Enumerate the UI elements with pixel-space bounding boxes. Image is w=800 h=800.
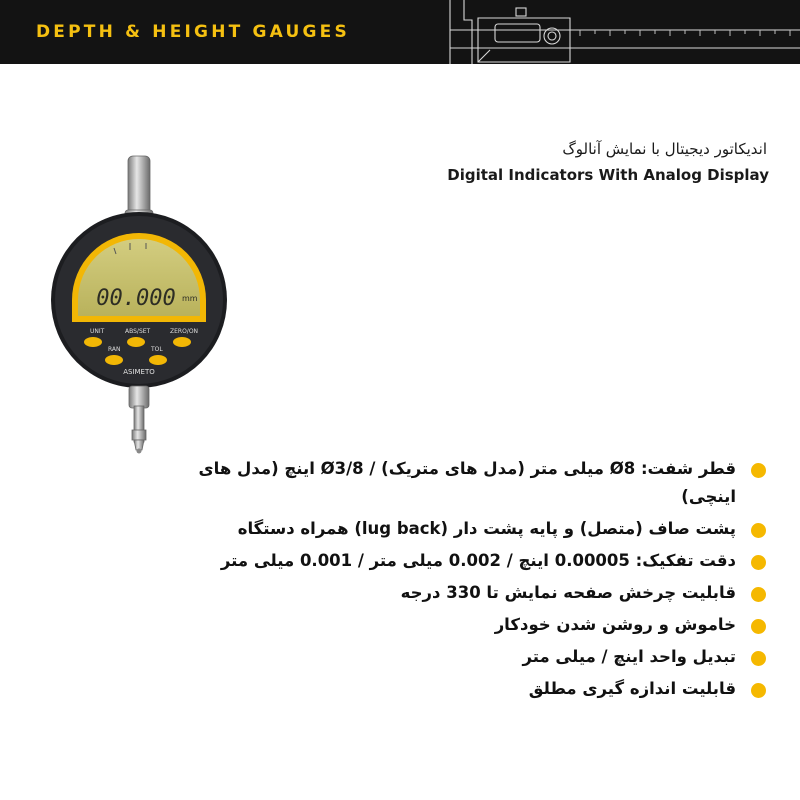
feature-item: خاموش و روشن شدن خودکار — [166, 611, 766, 639]
abs-set-label: ABS/SET — [125, 328, 151, 335]
bullet-icon — [751, 683, 766, 698]
feature-list — [166, 455, 766, 703]
lcd-readout: 00.000 — [96, 286, 176, 311]
product-title-persian: اندیکاتور دیجیتال با نمایش آنالوگ — [562, 140, 767, 158]
feature-item: پشت صاف (متصل) و پایه پشت دار (lug back) همراه دستگاه — [166, 515, 766, 543]
bullet-icon — [751, 463, 766, 478]
digital-indicator-image — [50, 150, 230, 460]
feature-item: دقت تفکیک: 0.00005 اینچ / 0.002 میلی متر / 0.001 میلی متر — [166, 547, 766, 575]
bullet-icon — [751, 523, 766, 538]
bullet-icon — [751, 587, 766, 602]
unit-button — [84, 337, 102, 347]
ran-button — [105, 355, 123, 365]
brand-label: ASIMETO — [123, 368, 155, 376]
bullet-icon — [751, 555, 766, 570]
header-title: DEPTH & HEIGHT GAUGES — [36, 22, 350, 42]
feature-item: قابلیت اندازه گیری مطلق — [166, 675, 766, 703]
unit-label: UNIT — [90, 328, 105, 335]
bullet-icon — [751, 619, 766, 634]
feature-item: قابلیت چرخش صفحه نمایش تا 330 درجه — [166, 579, 766, 607]
feature-item: قطر شفت: Ø8 میلی متر (مدل های متریک) / Ø3/8 اینچ (مدل های اینچی) — [166, 455, 766, 511]
tol-button — [149, 355, 167, 365]
zero-on-button — [173, 337, 191, 347]
lcd-unit: mm — [182, 294, 198, 303]
product-title-english: Digital Indicators With Analog Display — [447, 166, 769, 184]
ran-label: RAN — [108, 346, 121, 353]
abs-set-button — [127, 337, 145, 347]
header-banner — [0, 0, 800, 64]
bottom-stem — [129, 386, 149, 408]
feature-item: تبدیل واحد اینچ / میلی متر — [166, 643, 766, 671]
zero-on-label: ZERO/ON — [170, 328, 199, 335]
bullet-icon — [751, 651, 766, 666]
tol-label: TOL — [151, 346, 163, 353]
caliper-icon — [420, 0, 800, 64]
